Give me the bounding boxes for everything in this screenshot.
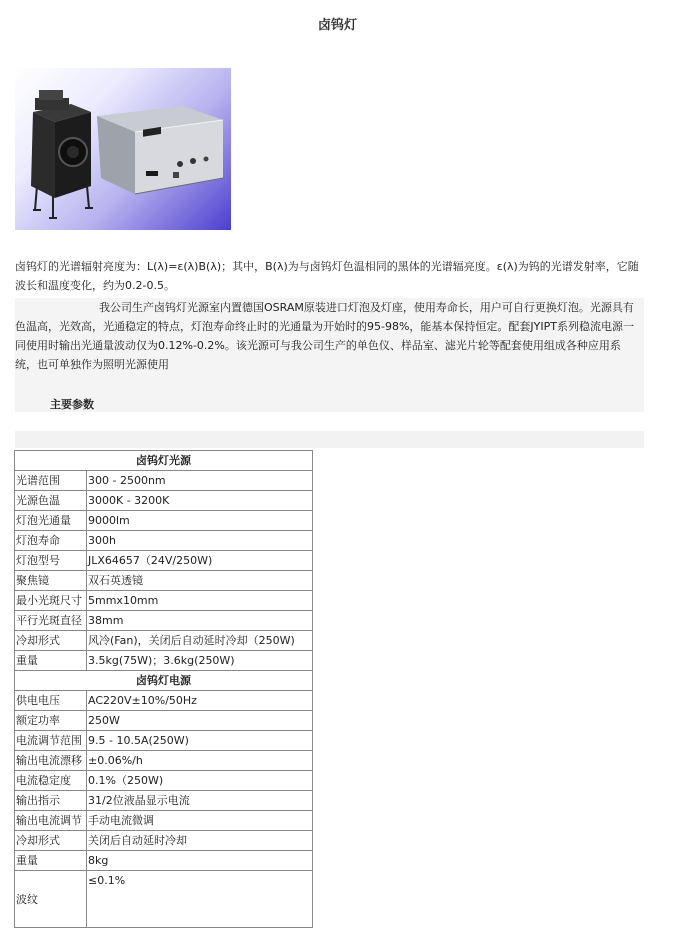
table-row — [15, 771, 313, 791]
param-name: 电流调节范围 — [15, 731, 87, 751]
param-name: 输出指示 — [15, 791, 87, 811]
param-name: 重量 — [15, 851, 87, 871]
table-row — [15, 471, 313, 491]
param-name: 电流稳定度 — [15, 771, 87, 791]
param-name: 供电电压 — [15, 691, 87, 711]
params-heading: 主要参数 — [50, 398, 94, 411]
param-value: 3000K - 3200K — [87, 491, 313, 511]
table-row — [15, 711, 313, 731]
param-value: 300 - 2500nm — [87, 471, 313, 491]
param-value: 5mmx10mm — [87, 591, 313, 611]
page-title: 卤钨灯 — [317, 18, 357, 33]
param-value: 9000lm — [87, 511, 313, 531]
param-name: 光源色温 — [15, 491, 87, 511]
product-photo — [15, 68, 231, 230]
param-value: 风冷(Fan)，关闭后自动延时冷却（250W) — [87, 631, 313, 651]
param-value: 0.1%（250W) — [87, 771, 313, 791]
table-row — [15, 751, 313, 771]
param-value: 31/2位液晶显示电流 — [87, 791, 313, 811]
section-header-power: 卤钨灯电源 — [15, 671, 313, 691]
param-name: 重量 — [15, 651, 87, 671]
section-header-row — [15, 451, 313, 471]
param-value: 3.5kg(75W)；3.6kg(250W) — [87, 651, 313, 671]
table-row — [15, 511, 313, 531]
param-name: 光谱范围 — [15, 471, 87, 491]
param-value: 250W — [87, 711, 313, 731]
table-row — [15, 691, 313, 711]
table-row — [15, 791, 313, 811]
section-header-row — [15, 671, 313, 691]
description-paragraph: 我公司生产卤钨灯光源室内置德国OSRAM原装进口灯泡及灯座，使用寿命长，用户可自行更换灯泡。光源具有色温高，光效高，光通稳定的特点，灯泡寿命终止时的光通量为开始时的95-98%，能基本保持恒定。配套JYIPT系列稳流电源一同使用时输出光通量波动仅为0.12%-0.2%。该光源可与我公司生产的单色仪、样品室、滤光片轮等配套使用组成各种应用系统，也可单独作为照明光源使用 — [15, 301, 634, 371]
param-value: 8kg — [87, 851, 313, 871]
intro-paragraph: 卤钨灯的光谱辐射亮度为：L(λ)=ε(λ)B(λ)；其中，B(λ)为与卤钨灯色温相同的黑体的光谱辐亮度。ε(λ)为钨的光谱发射率，它随波长和温度变化，约为0.2-0.5。 — [15, 260, 639, 292]
param-value: 手动电流微调 — [87, 811, 313, 831]
param-value: JLX64657（24V/250W) — [87, 551, 313, 571]
table-row — [15, 871, 313, 928]
param-name: 输出电流漂移 — [15, 751, 87, 771]
param-name: 冷却形式 — [15, 831, 87, 851]
param-name: 灯泡型号 — [15, 551, 87, 571]
param-value: AC220V±10%/50Hz — [87, 691, 313, 711]
table-row — [15, 571, 313, 591]
section-header-lamp: 卤钨灯光源 — [15, 451, 313, 471]
table-row — [15, 831, 313, 851]
param-value: 300h — [87, 531, 313, 551]
param-name: 灯泡光通量 — [15, 511, 87, 531]
param-name: 输出电流调节 — [15, 811, 87, 831]
table-row — [15, 631, 313, 651]
product-image — [15, 68, 231, 230]
table-row — [15, 491, 313, 511]
param-name: 波纹 — [15, 871, 87, 928]
table-row — [15, 731, 313, 751]
param-name: 聚焦镜 — [15, 571, 87, 591]
param-value: ±0.06%/h — [87, 751, 313, 771]
table-row — [15, 551, 313, 571]
spec-table — [14, 450, 313, 928]
param-name: 冷却形式 — [15, 631, 87, 651]
table-row — [15, 591, 313, 611]
param-name: 平行光斑直径 — [15, 611, 87, 631]
param-value: 关闭后自动延时冷却 — [87, 831, 313, 851]
table-row — [15, 531, 313, 551]
table-row — [15, 851, 313, 871]
table-row — [15, 651, 313, 671]
param-name: 灯泡寿命 — [15, 531, 87, 551]
param-value: 9.5 - 10.5A(250W) — [87, 731, 313, 751]
param-value: ≤0.1% — [87, 871, 313, 928]
param-name: 额定功率 — [15, 711, 87, 731]
divider-bar — [15, 431, 644, 448]
param-value: 双石英透镜 — [87, 571, 313, 591]
param-value: 38mm — [87, 611, 313, 631]
table-row — [15, 811, 313, 831]
table-row — [15, 611, 313, 631]
param-name: 最小光斑尺寸 — [15, 591, 87, 611]
